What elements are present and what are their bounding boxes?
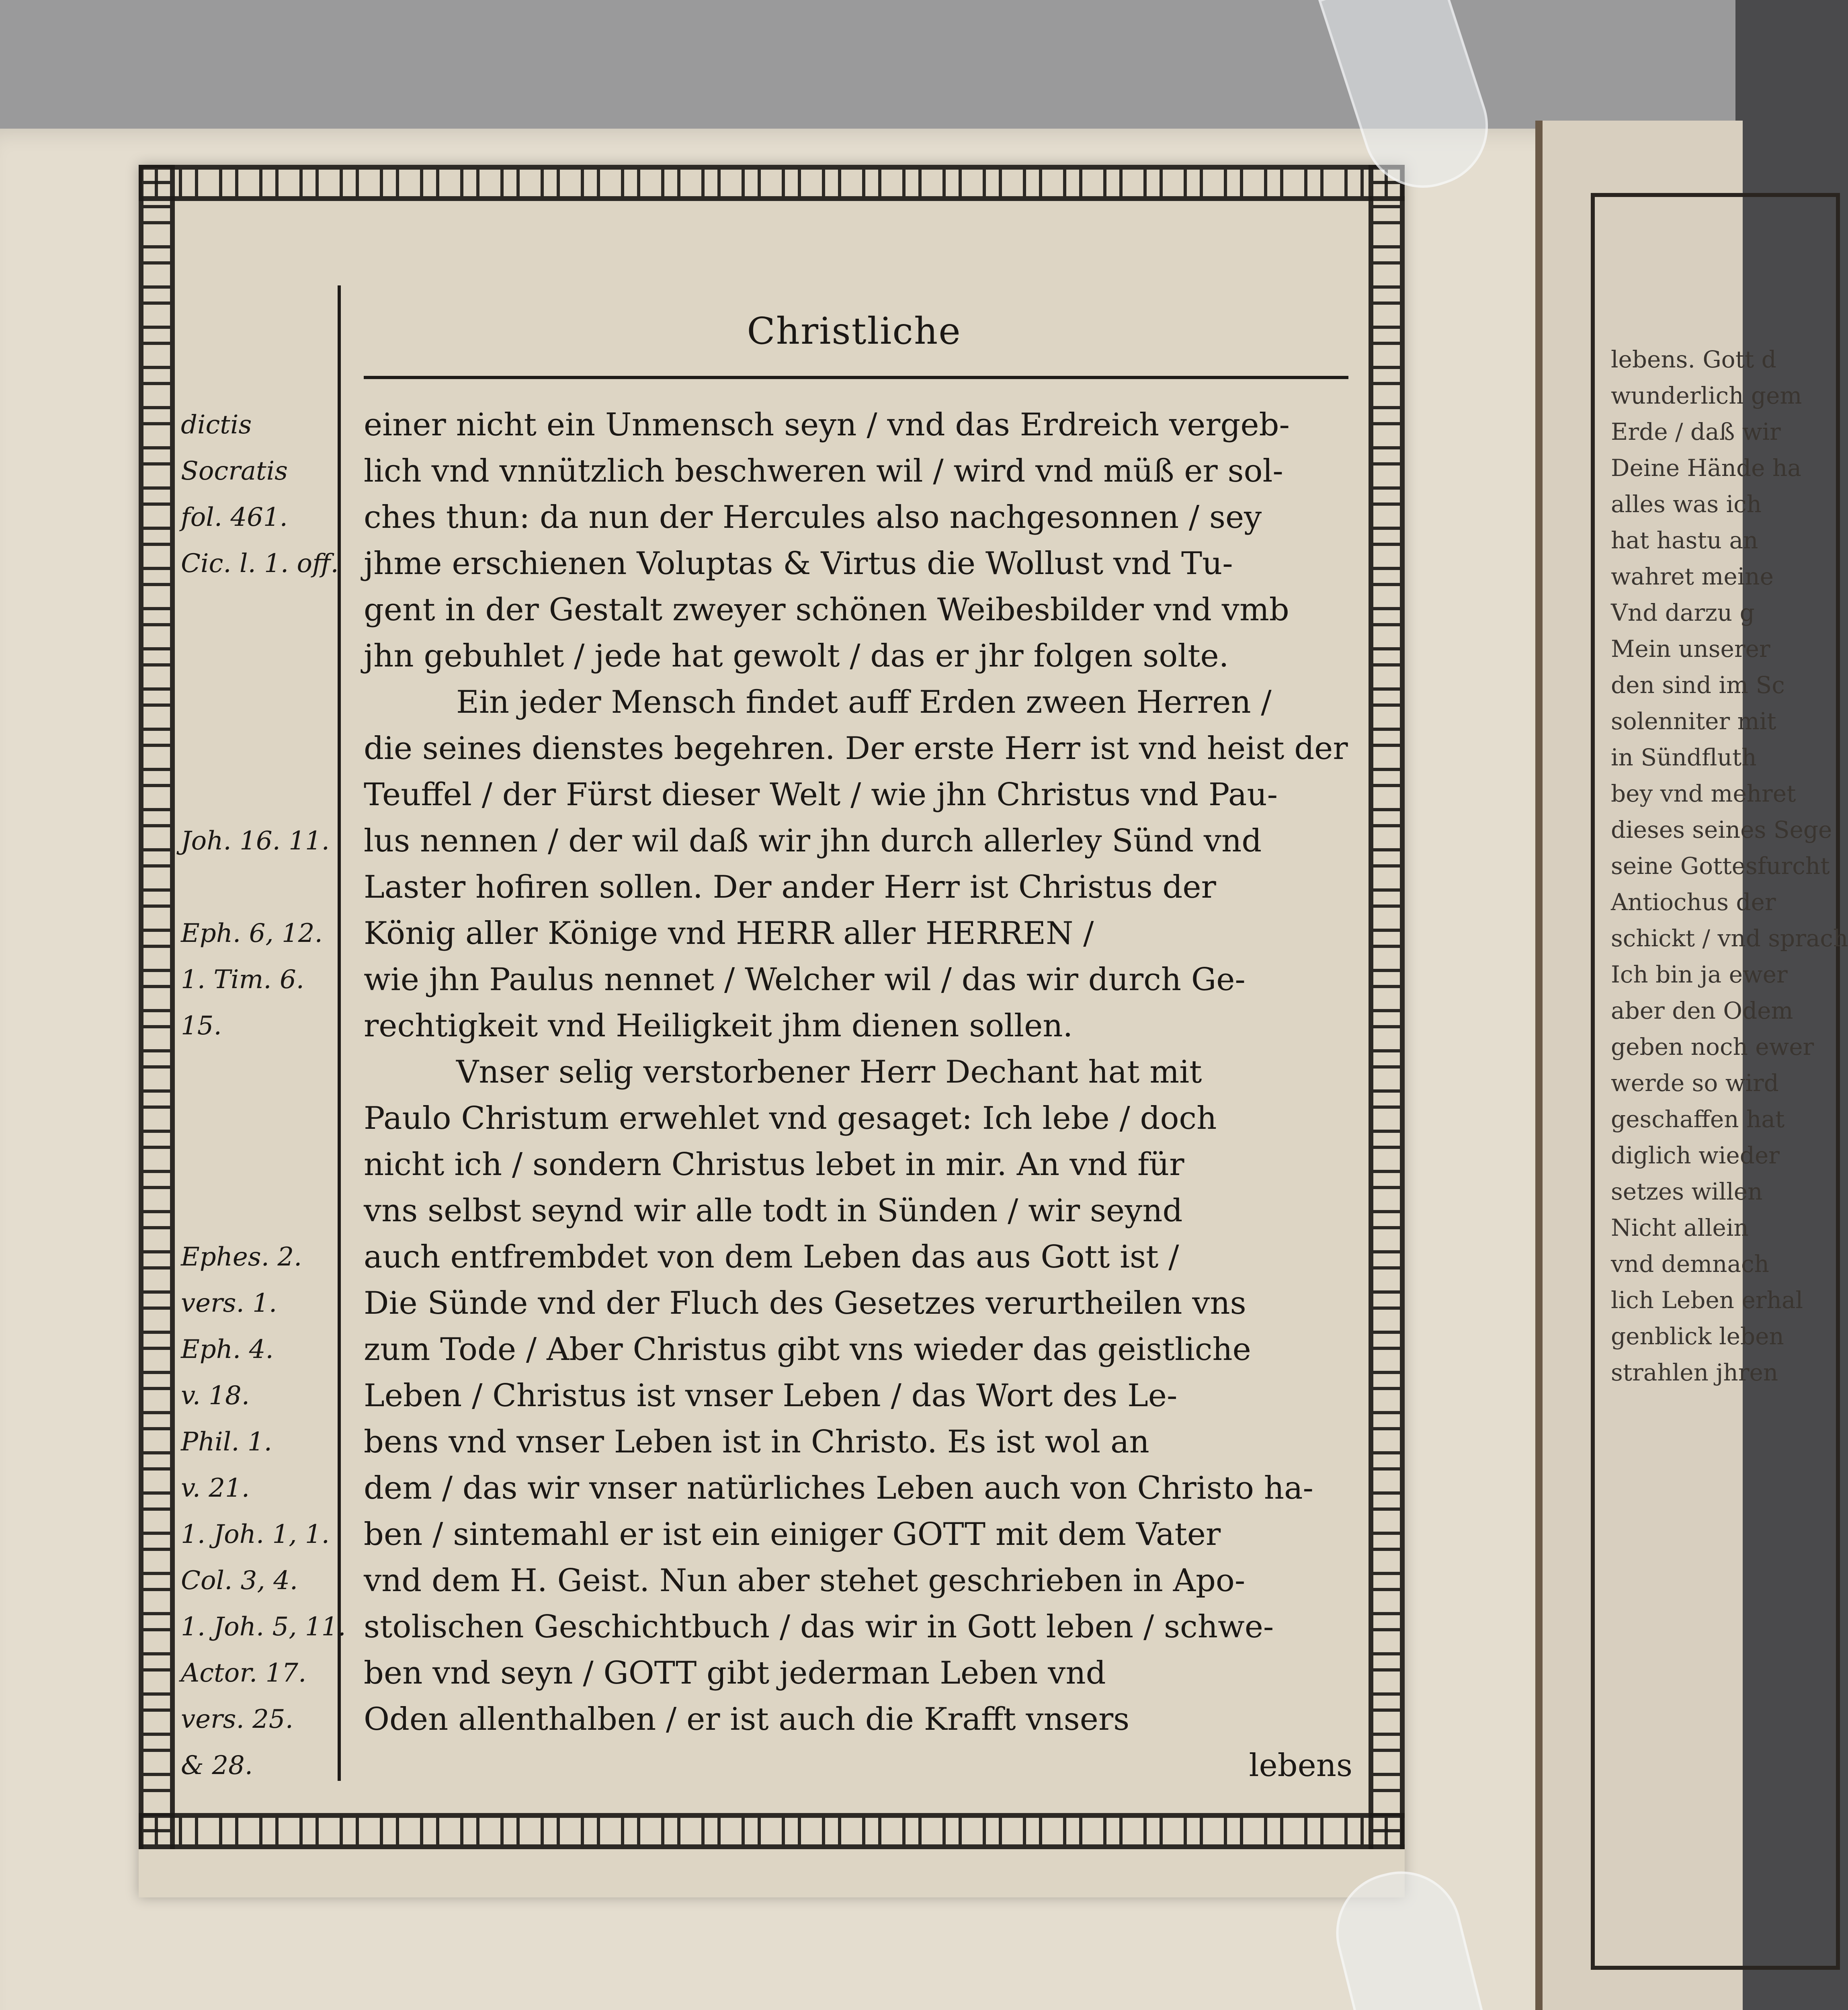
marginal-note: Socratis xyxy=(181,456,288,486)
body-line: zum Tode / Aber Christus gibt vns wieder das geistliche xyxy=(364,1331,1251,1368)
body-line: Teuffel / der Fürst dieser Welt / wie jhn Christus vnd Pau- xyxy=(364,777,1278,813)
facing-page-line: wunderlich gem xyxy=(1611,382,1802,409)
facing-page-line: schickt / vnd sprach xyxy=(1611,925,1848,952)
body-line: ben vnd seyn / GOTT gibt jederman Leben vnd xyxy=(364,1655,1106,1691)
head-rule xyxy=(364,376,1348,379)
body-line: gent in der Gestalt zweyer schönen Weibesbilder vnd vmb xyxy=(364,592,1289,628)
body-line: jhn gebuhlet / jede hat gewolt / das er jhr folgen solte. xyxy=(364,638,1229,674)
body-line: lebens xyxy=(1249,1747,1352,1784)
body-line: König aller Könige vnd HERR aller HERREN / xyxy=(364,915,1094,952)
facing-page-line: Antiochus der xyxy=(1611,888,1776,916)
body-line: ches thun: da nun der Hercules also nachgesonnen / sey xyxy=(364,499,1262,535)
facing-page-line: diglich wieder xyxy=(1611,1142,1780,1169)
marginal-note: 1. Joh. 1, 1. xyxy=(181,1520,330,1549)
facing-page-line: Ich bin ja ewer xyxy=(1611,961,1788,988)
body-line: auch entfrembdet von dem Leben das aus Gott ist / xyxy=(364,1239,1179,1275)
facing-page-line: geben noch ewer xyxy=(1611,1033,1814,1060)
facing-page-line: werde so wird xyxy=(1611,1069,1779,1097)
facing-page-line: vnd demnach xyxy=(1611,1250,1769,1278)
body-line: die seines dienstes begehren. Der erste Herr ist vnd heist der xyxy=(364,730,1348,767)
body-line: stolischen Geschichtbuch / das wir in Gott leben / schwe- xyxy=(364,1609,1274,1645)
facing-page-line: setzes willen xyxy=(1611,1178,1763,1205)
facing-page-line: geschaffen hat xyxy=(1611,1106,1785,1133)
facing-page-line: lebens. Gott d xyxy=(1611,346,1776,373)
body-line: Die Sünde vnd der Fluch des Gesetzes verurtheilen vns xyxy=(364,1285,1246,1321)
body-line: lus nennen / der wil daß wir jhn durch allerley Sünd vnd xyxy=(364,823,1262,859)
marginal-note: fol. 461. xyxy=(181,503,288,532)
margin-rule xyxy=(338,285,341,1781)
marginal-note: dictis xyxy=(181,410,252,440)
body-line: bens vnd vnser Leben ist in Christo. Es ist wol an xyxy=(364,1424,1149,1460)
facing-page-line: dieses seines Sege xyxy=(1611,816,1832,843)
marginal-note: 1. Tim. 6. xyxy=(181,965,304,995)
facing-page-line: bey vnd mehret xyxy=(1611,780,1796,807)
facing-page-line: seine Gottesfurcht xyxy=(1611,852,1830,880)
body-line: Paulo Christum erwehlet vnd gesaget: Ich lebe / doch xyxy=(364,1100,1217,1136)
body-line: Ein jeder Mensch findet auff Erden zween Herren / xyxy=(456,684,1272,720)
facing-page-line: hat hastu an xyxy=(1611,527,1758,554)
facing-page-text xyxy=(1611,346,1848,1395)
marginal-note: v. 18. xyxy=(181,1381,250,1411)
body-line: rechtigkeit vnd Heiligkeit jhm dienen sollen. xyxy=(364,1008,1073,1044)
marginal-note: 15. xyxy=(181,1011,222,1041)
ornament-border-bottom xyxy=(139,1813,1405,1849)
facing-page-line: Erde / daß wir xyxy=(1611,418,1781,445)
body-line: lich vnd vnnützlich beschweren wil / wird vnd müß er sol- xyxy=(364,453,1283,489)
marginal-note: Col. 3, 4. xyxy=(181,1566,298,1596)
marginal-note: & 28. xyxy=(181,1751,253,1780)
facing-page-line: wahret meine xyxy=(1611,563,1774,590)
ornament-border-left xyxy=(139,165,175,1849)
ornament-border-right xyxy=(1369,165,1405,1849)
marginal-note: Phil. 1. xyxy=(181,1427,272,1457)
marginal-note: Actor. 17. xyxy=(181,1658,307,1688)
body-line: dem / das wir vnser natürliches Leben auch von Christo ha- xyxy=(364,1470,1313,1506)
body-line: wie jhn Paulus nennet / Welcher wil / das wir durch Ge- xyxy=(364,962,1246,998)
body-text xyxy=(364,402,1352,1789)
facing-page-line: solenniter mit xyxy=(1611,708,1776,735)
body-line: Vnser selig verstorbener Herr Dechant hat mit xyxy=(456,1054,1202,1090)
marginal-note: 1. Joh. 5, 11. xyxy=(181,1612,346,1642)
facing-page-line: Nicht allein xyxy=(1611,1214,1749,1241)
marginal-note: Ephes. 2. xyxy=(181,1242,302,1272)
marginal-note: vers. 1. xyxy=(181,1288,277,1318)
body-line: ben / sintemahl er ist ein einiger GOTT mit dem Vater xyxy=(364,1516,1221,1553)
body-line: Laster hofiren sollen. Der ander Herr ist Christus der xyxy=(364,869,1216,905)
body-line: nicht ich / sondern Christus lebet in mir. An vnd für xyxy=(364,1147,1184,1183)
marginal-note: Cic. l. 1. off. xyxy=(181,549,339,578)
ornament-border-top xyxy=(139,165,1405,201)
marginal-note: vers. 25. xyxy=(181,1704,293,1734)
body-line: Leben / Christus ist vnser Leben / das Wort des Le- xyxy=(364,1378,1178,1414)
facing-page-line: Mein unserer xyxy=(1611,635,1770,662)
marginal-note: Eph. 6, 12. xyxy=(181,919,323,948)
running-head: Christliche xyxy=(747,310,961,353)
facing-page-line: aber den Odem xyxy=(1611,997,1793,1024)
marginal-note: Eph. 4. xyxy=(181,1335,274,1364)
body-line: jhme erschienen Voluptas & Virtus die Wollust vnd Tu- xyxy=(364,546,1233,582)
body-line: vns selbst seynd wir alle todt in Sünden / wir seynd xyxy=(364,1193,1183,1229)
facing-page-line: lich Leben erhal xyxy=(1611,1286,1803,1314)
facing-page-line: strahlen jhren xyxy=(1611,1359,1778,1386)
marginal-note: Joh. 16. 11. xyxy=(181,826,330,856)
facing-page-line: in Sündfluth xyxy=(1611,744,1757,771)
facing-page-line: den sind im Sc xyxy=(1611,671,1785,699)
facing-page-line: genblick leben xyxy=(1611,1323,1784,1350)
body-line: vnd dem H. Geist. Nun aber stehet geschrieben in Apo- xyxy=(364,1563,1246,1599)
body-line: einer nicht ein Unmensch seyn / vnd das Erdreich vergeb- xyxy=(364,407,1290,443)
facing-page-line: Deine Hände ha xyxy=(1611,454,1801,482)
body-line: Oden allenthalben / er ist auch die Krafft vnsers xyxy=(364,1701,1130,1737)
marginal-note: v. 21. xyxy=(181,1473,250,1503)
printed-leaf xyxy=(139,165,1405,1897)
facing-page-line: alles was ich xyxy=(1611,490,1762,518)
facing-page-line: Vnd darzu g xyxy=(1611,599,1755,626)
facing-page xyxy=(1535,121,1848,2010)
